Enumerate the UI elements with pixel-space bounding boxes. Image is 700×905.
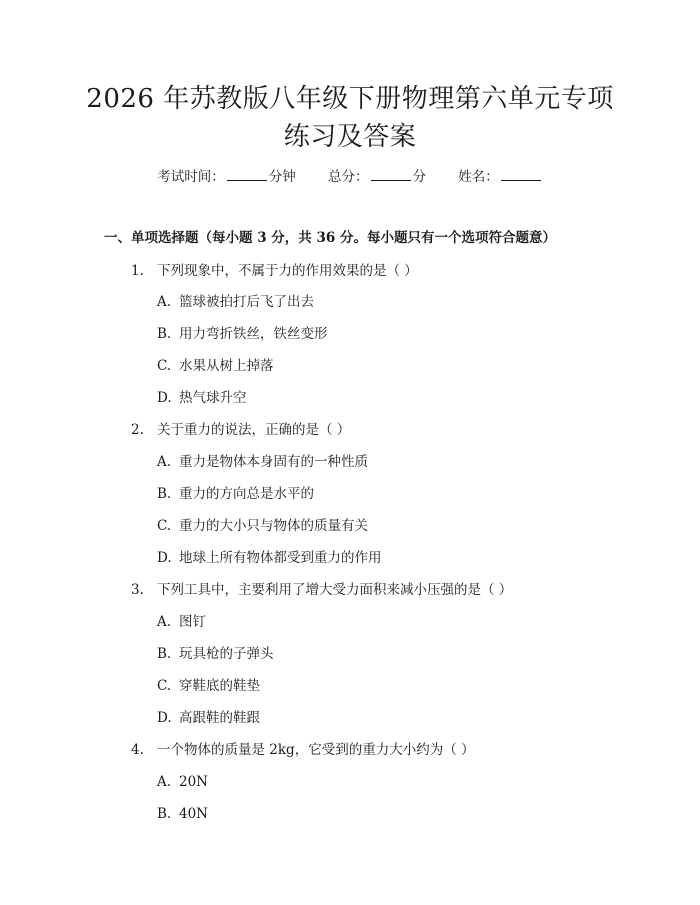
name-blank: [501, 168, 541, 181]
option-letter: B.: [157, 326, 172, 342]
option-letter: A.: [157, 614, 172, 630]
question-text: 关于重力的说法，正确的是（ ）: [157, 422, 351, 438]
section-heading: 一、单项选择题（每小题 3 分，共 36 分。每小题只有一个选项符合题意）: [104, 230, 556, 246]
option-text: 地球上所有物体都受到重力的作用: [179, 550, 382, 566]
question-3-option-c: [157, 676, 260, 696]
option-letter: D.: [157, 710, 172, 726]
question-3-option-d: [157, 708, 260, 728]
question-1: [131, 261, 418, 281]
question-1-option-b: [157, 324, 328, 344]
name-field: [458, 167, 543, 187]
question-number: 3.: [131, 582, 144, 598]
question-number: 1.: [131, 263, 144, 279]
option-text: 高跟鞋的鞋跟: [179, 710, 260, 726]
option-text: 玩具枪的子弹头: [179, 646, 274, 662]
option-letter: C.: [157, 358, 172, 374]
question-4: [131, 740, 475, 760]
option-text: 篮球被拍打后飞了出去: [179, 294, 314, 310]
exam-time-label: 考试时间：: [157, 169, 225, 185]
name-label: 姓名：: [458, 169, 499, 185]
option-letter: B.: [157, 486, 172, 502]
question-1-option-d: [157, 388, 247, 408]
option-text: 40N: [179, 806, 208, 822]
question-text: 一个物体的质量是 2kg，它受到的重力大小约为（ ）: [157, 742, 475, 758]
question-text: 下列工具中，主要利用了增大受力面积来减小压强的是（ ）: [157, 582, 513, 598]
option-text: 重力的方向总是水平的: [179, 486, 314, 502]
option-text: 重力是物体本身固有的一种性质: [179, 454, 368, 470]
option-letter: A.: [157, 294, 172, 310]
option-text: 热气球升空: [179, 390, 247, 406]
question-4-option-a: [157, 772, 208, 792]
exam-info-line: [0, 167, 700, 187]
question-3-option-b: [157, 644, 274, 664]
question-2: [131, 420, 350, 440]
option-text: 图钉: [179, 614, 206, 630]
option-letter: B.: [157, 646, 172, 662]
option-letter: D.: [157, 550, 172, 566]
total-score-label: 总分：: [328, 169, 369, 185]
question-2-option-d: [157, 548, 382, 568]
option-letter: C.: [157, 678, 172, 694]
question-2-option-a: [157, 452, 368, 472]
option-text: 20N: [179, 774, 208, 790]
exam-time-blank: [227, 168, 267, 181]
option-letter: A.: [157, 774, 172, 790]
title-line-2: 练习及答案: [283, 122, 417, 152]
question-1-option-c: [157, 356, 274, 376]
question-text: 下列现象中，不属于力的作用效果的是（ ）: [157, 263, 418, 279]
question-3-option-a: [157, 612, 206, 632]
title-line-1: 2026 年苏教版八年级下册物理第六单元专项: [86, 84, 614, 114]
question-3: [131, 580, 512, 600]
option-text: 用力弯折铁丝，铁丝变形: [179, 326, 328, 342]
option-text: 水果从树上掉落: [179, 358, 274, 374]
total-score-blank: [371, 168, 411, 181]
question-2-option-b: [157, 484, 314, 504]
option-letter: C.: [157, 518, 172, 534]
question-2-option-c: [157, 516, 368, 536]
total-score-field: [328, 167, 426, 187]
question-number: 4.: [131, 742, 144, 758]
option-letter: B.: [157, 806, 172, 822]
option-text: 重力的大小只与物体的质量有关: [179, 518, 368, 534]
total-score-unit: 分: [412, 169, 426, 185]
question-1-option-a: [157, 292, 314, 312]
exam-time-field: [157, 167, 296, 187]
question-4-option-b: [157, 804, 208, 824]
option-letter: A.: [157, 454, 172, 470]
option-letter: D.: [157, 390, 172, 406]
exam-time-unit: 分钟: [268, 169, 296, 185]
question-number: 2.: [131, 422, 144, 438]
option-text: 穿鞋底的鞋垫: [179, 678, 260, 694]
page-title: [60, 80, 640, 156]
